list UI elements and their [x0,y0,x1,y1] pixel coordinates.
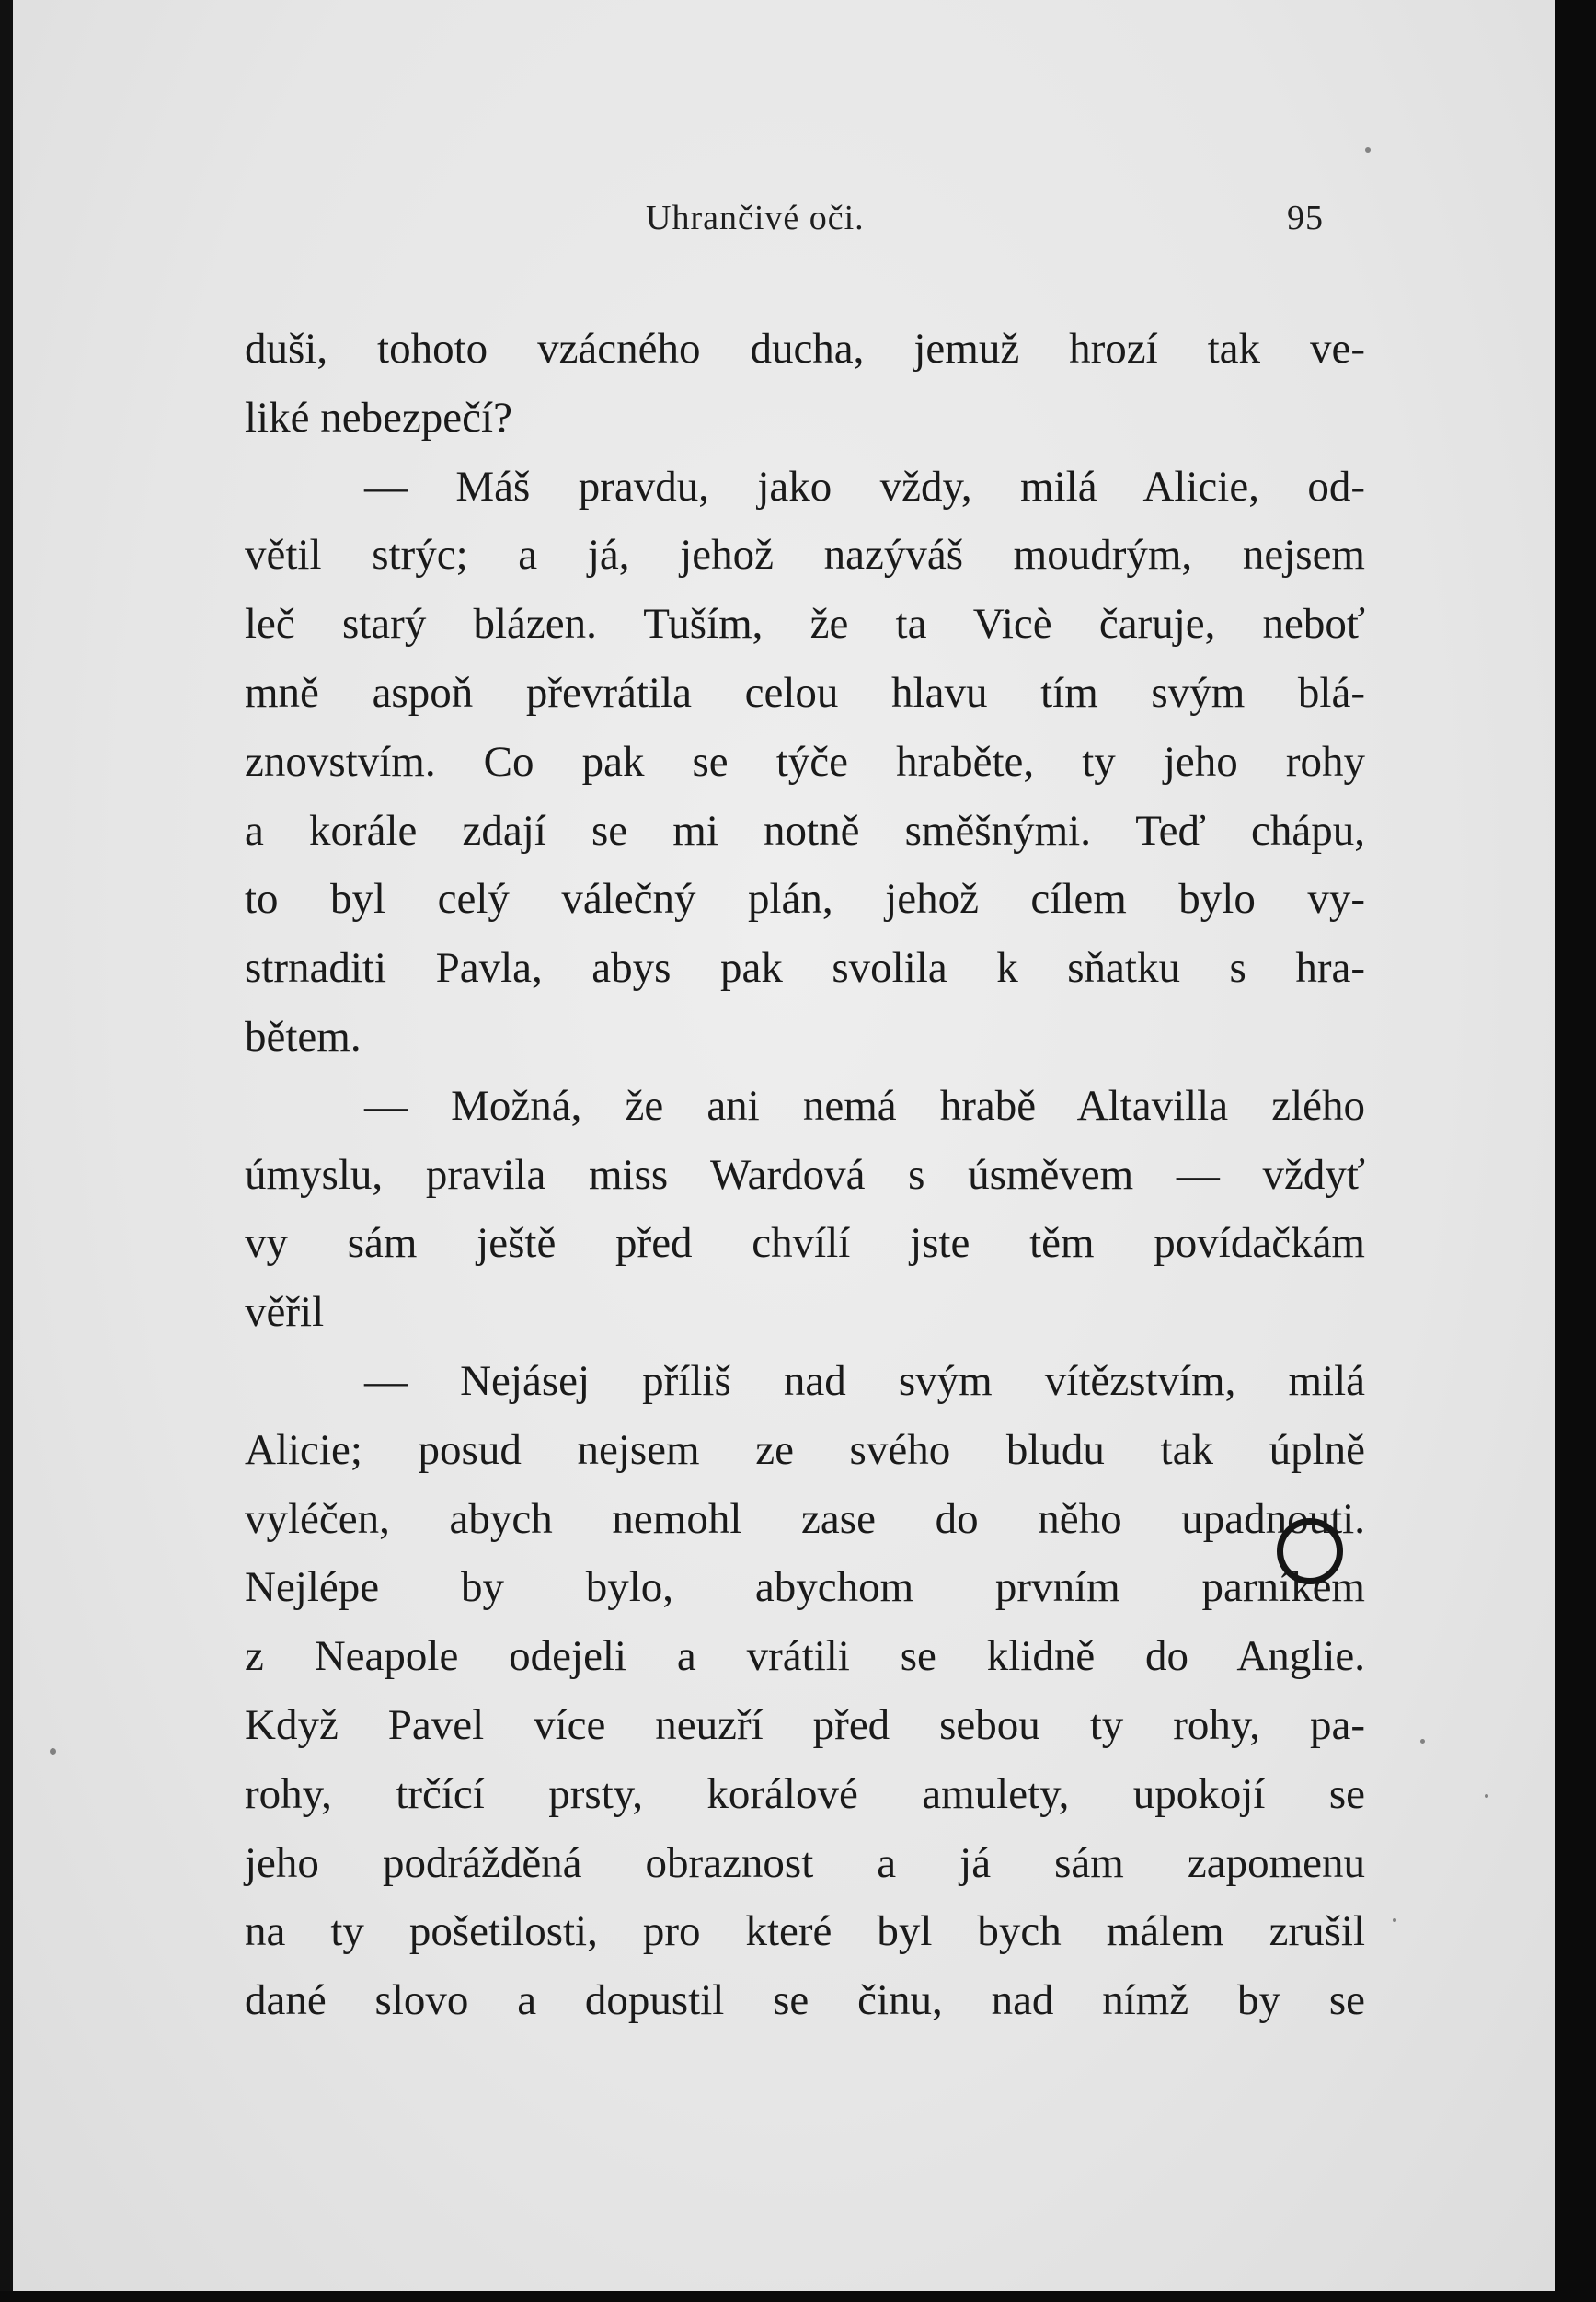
text-line: jeho podrážděná obraznost a já sám zapomenu [245,1838,1365,1887]
running-title: Uhrančivé oči. [646,199,865,237]
text-line: úmyslu, pravila miss Wardová s úsměvem — vždyť [245,1150,1365,1199]
paper-speck [1485,1794,1488,1798]
text-line: znovstvím. Co pak se týče hraběte, ty jeho rohy [245,737,1365,786]
text-line: duši, tohoto vzácného ducha, jemuž hrozí tak ve- [245,325,1365,373]
bottom-edge [0,2291,1596,2302]
paper-speck [50,1748,56,1755]
paper-speck [1393,1918,1396,1922]
text-line: — Možná, že ani nemá hrabě Altavilla zlého [364,1081,1365,1130]
text-line: vyléčen, abych nemohl zase do něho upadnouti. [245,1494,1365,1543]
text-line: Alicie; posud nejsem ze svého bludu tak úplně [245,1425,1365,1474]
text-line: dané slovo a dopustil se činu, nad nímž by se [245,1976,1365,2025]
text-line: Když Pavel více neuzří před sebou ty rohy, pa- [245,1700,1365,1749]
text-line: mně aspoň převrátila celou hlavu tím svým blá- [245,668,1365,717]
text-line: bětem. [245,1012,362,1061]
text-line: to byl celý válečný plán, jehož cílem bylo vy- [245,875,1365,924]
text-line: vy sám ještě před chvílí jste těm povídačkám [245,1219,1365,1268]
text-line: větil strýc; a já, jehož nazýváš moudrým, nejsem [245,531,1365,580]
text-line: věřil [245,1288,325,1337]
paper-speck [1365,147,1371,153]
binding-edge [0,0,13,2302]
text-line: — Máš pravdu, jako vždy, milá Alicie, od- [364,462,1365,511]
text-line: a korále zdají se mi notně směšnými. Teď chápu, [245,806,1365,855]
page-number: 95 [1287,199,1324,237]
text-line: rohy, trčící prsty, korálové amulety, upokojí se [245,1769,1365,1818]
text-line: na ty pošetilosti, pro které byl bych málem zrušil [245,1907,1365,1956]
text-line: leč starý blázen. Tuším, že ta Vicè čaruje, neboť [245,600,1365,649]
text-line: liké nebezpečí? [245,393,512,442]
text-line: Nejlépe by bylo, abychom prvním parníkem [245,1563,1365,1612]
text-line: strnaditi Pavla, abys pak svolila k sňatku s hra- [245,944,1365,993]
text-line: — Nejásej příliš nad svým vítězstvím, milá [364,1356,1365,1405]
text-line: z Neapole odejeli a vrátili se klidně do Anglie. [245,1632,1365,1681]
right-edge [1555,0,1596,2302]
running-head [13,198,1555,244]
body-text [245,315,1365,2035]
book-page [13,0,1555,2291]
paper-speck [1420,1739,1425,1744]
ring-mark [1277,1518,1343,1584]
